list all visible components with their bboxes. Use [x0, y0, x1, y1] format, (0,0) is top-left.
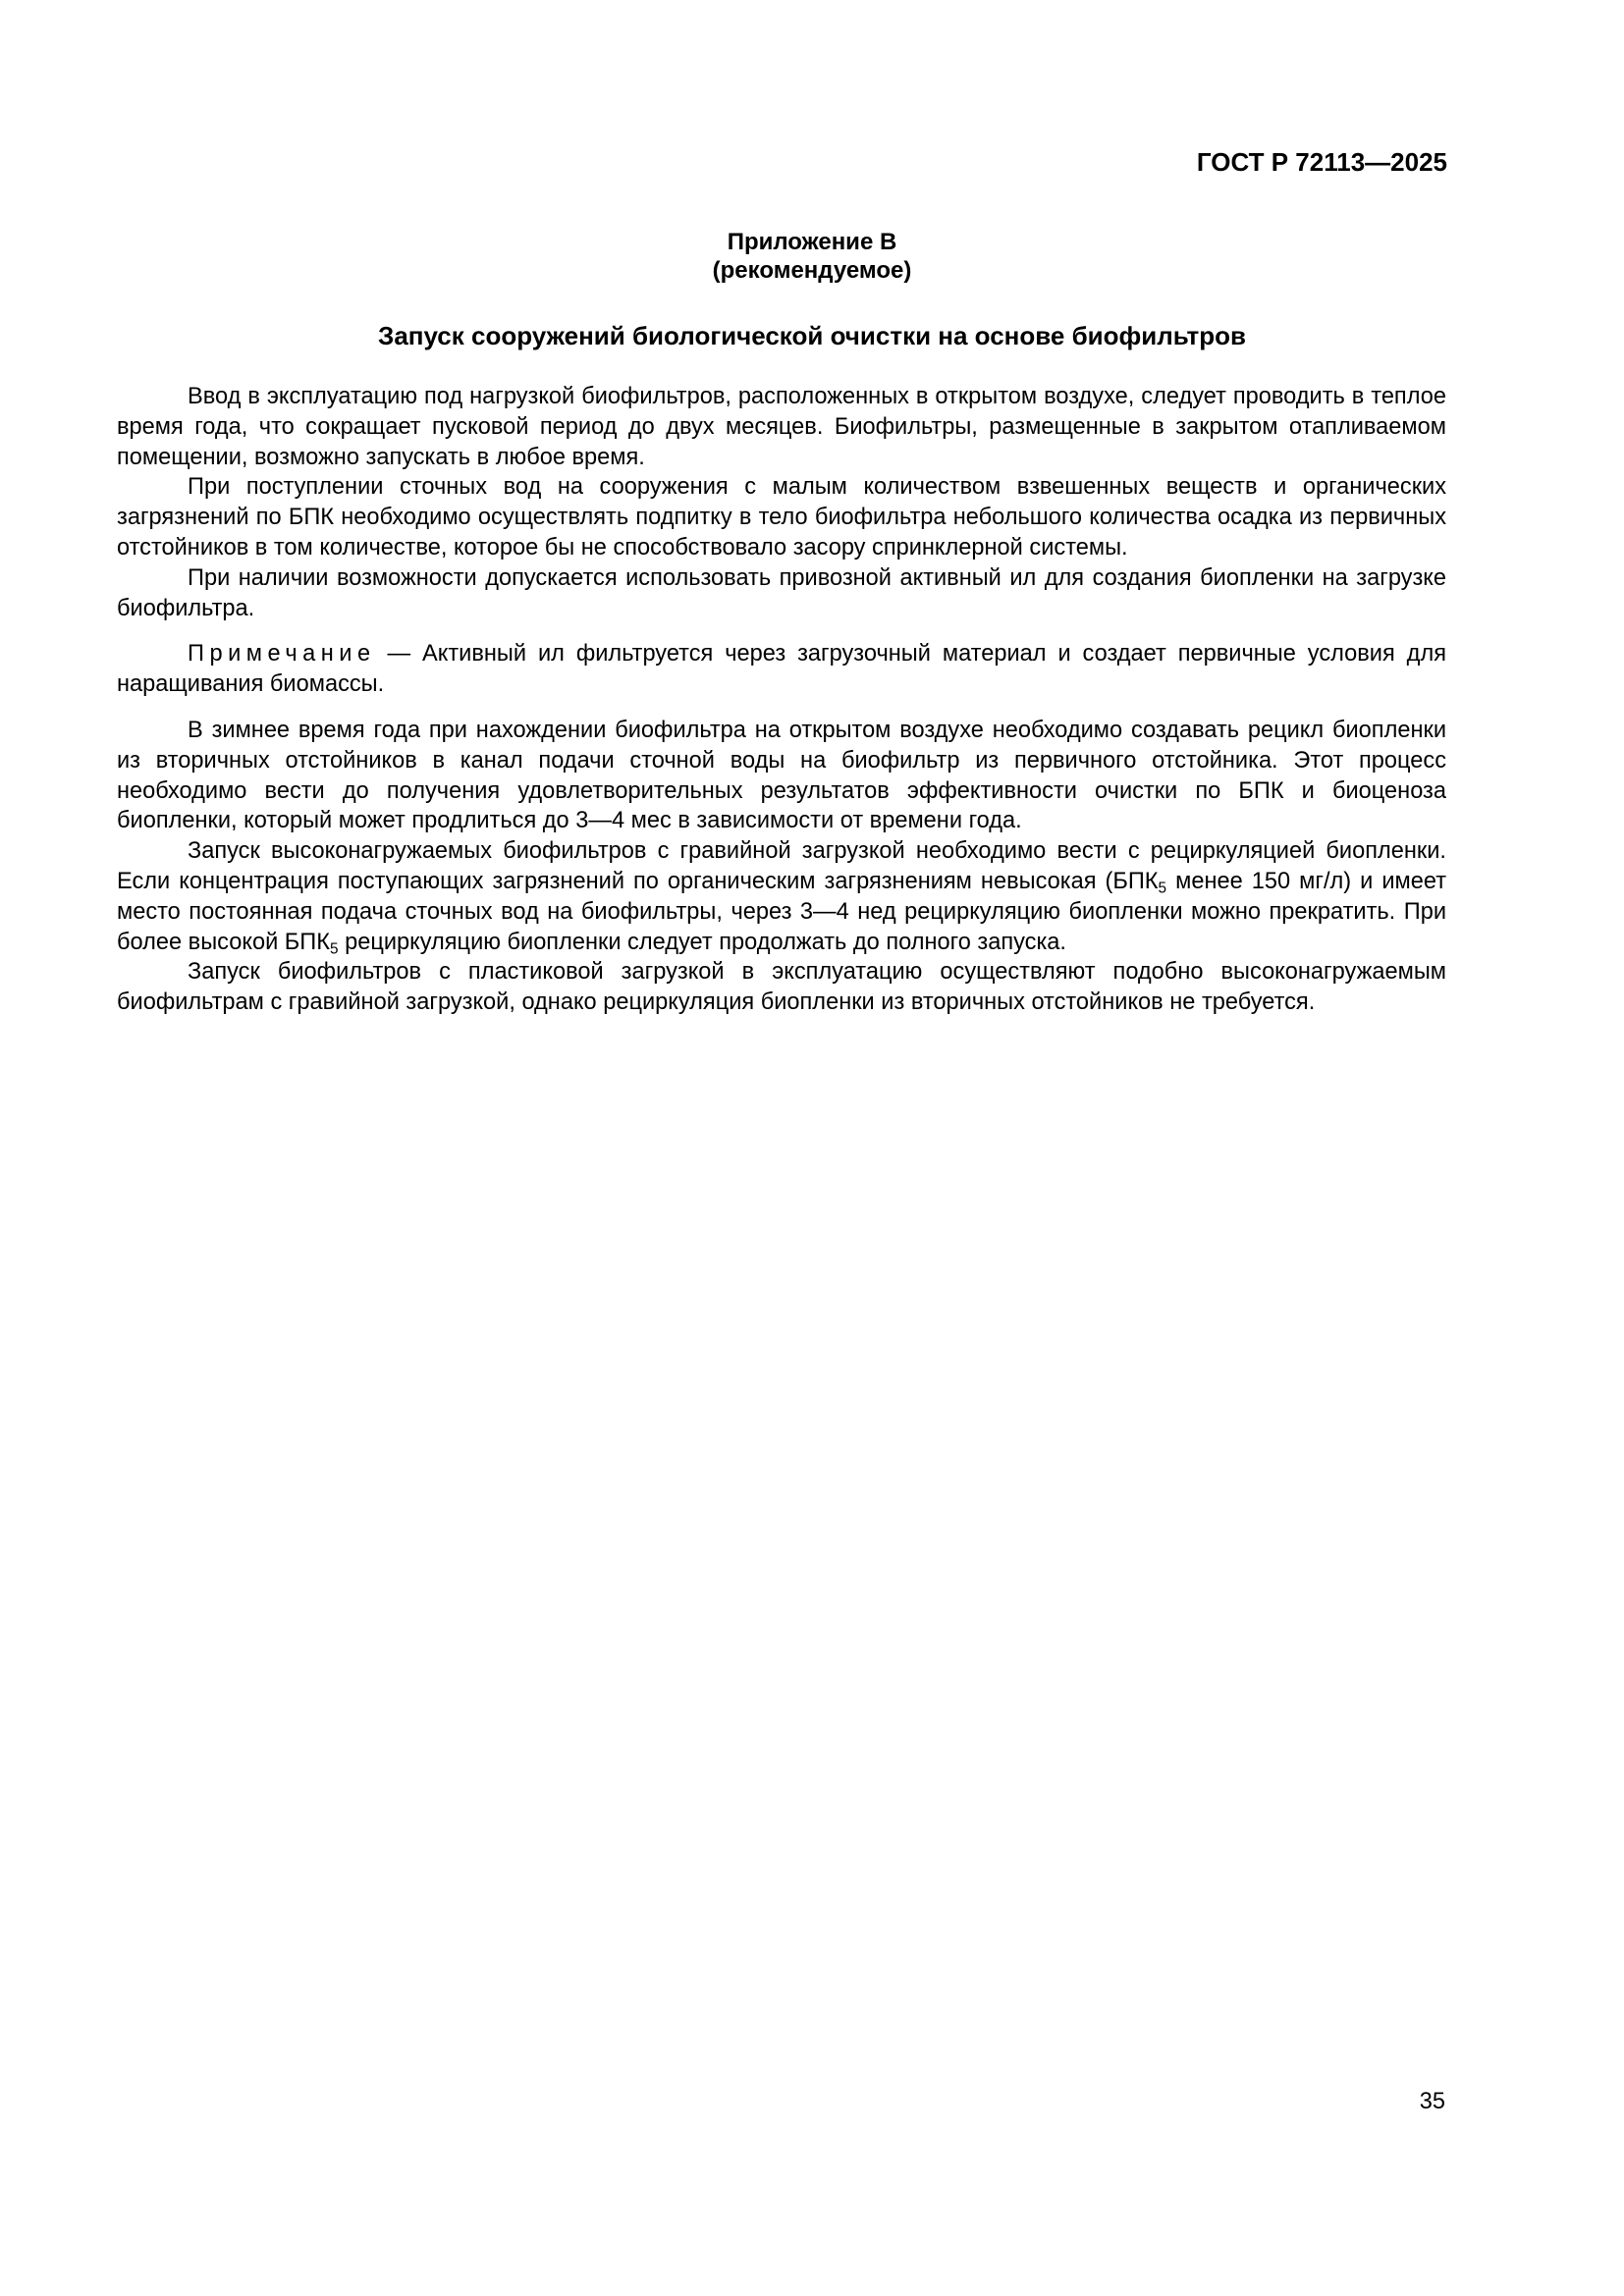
document-number-header: ГОСТ Р 72113—2025: [1196, 147, 1447, 177]
section-title: Запуск сооружений биологической очистки на основе биофильтров: [378, 321, 1246, 350]
paragraph-plastic-load: Запуск биофильтров с пластиковой загрузкой в эксплуатацию осуществляют подобно высоконагружаемым биофильтрам с гравийной загрузкой, однако рециркуляция биопленки из вторичных отстойников не требуется.: [117, 959, 1446, 1016]
paragraph-gravel-load: [117, 836, 1446, 957]
gravel-text-part1: Запуск высоконагружаемых биофильтров с гравийной загрузкой необходимо вести с рециркуляцией биопленки. Если концентрация поступающих загрязнений по органическим загрязнениям невысокая (БПК: [117, 838, 1446, 894]
annex-heading: [0, 228, 1624, 285]
note: [117, 639, 1446, 700]
page-number: 35: [1419, 2089, 1445, 2114]
paragraph-activated-sludge: При наличии возможности допускается использовать привозной активный ил для создания биопленки на загрузке биофильтра.: [117, 564, 1446, 621]
document-body: [117, 382, 1446, 1018]
annex-title: Приложение В: [727, 229, 897, 255]
note-dash: —: [387, 641, 411, 667]
note-label: Примечание: [188, 641, 376, 667]
bpk-subscript: 5: [1158, 880, 1167, 897]
annex-status: (рекомендуемое): [712, 257, 912, 284]
gravel-text-part3: рециркуляцию биопленки следует продолжать до полного запуска.: [338, 929, 1066, 955]
paragraph-commissioning: Ввод в эксплуатацию под нагрузкой биофильтров, расположенных в открытом воздухе, следует проводить в теплое время года, что сокращает пусковой период до двух месяцев. Биофильтры, размещенные в закрытом отапливаемом помещении, возможно запускать в любое время.: [117, 384, 1446, 470]
note-text: Активный ил фильтруется через загрузочный материал и создает первичные условия для наращивания биомассы.: [117, 641, 1446, 698]
paragraph-low-load-feed: При поступлении сточных вод на сооружения с малым количеством взвешенных веществ и органических загрязнений по БПК необходимо осуществлять подпитку в тело биофильтра небольшого количества осадка из первичных отстойников в том количестве, которое бы не способствовало засору спринклерной системы.: [117, 474, 1446, 561]
gravel-text-part2: менее 150 мг/л) и имеет место постоянная подача сточных вод на биофильтры, через 3—4 нед рециркуляцию биопленки можно прекратить. При более высокой БПК: [117, 868, 1446, 955]
bpk-subscript: 5: [330, 940, 339, 958]
paragraph-winter: В зимнее время года при нахождении биофильтра на открытом воздухе необходимо создавать рецикл биопленки из вторичных отстойников в канал подачи сточной воды на биофильтр из первичного отстойника. Этот процесс необходимо вести до получения удовлетворительных результатов эффективности очистки по БПК и биоценоза биопленки, который может продлиться до 3—4 мес в зависимости от времени года.: [117, 717, 1446, 834]
